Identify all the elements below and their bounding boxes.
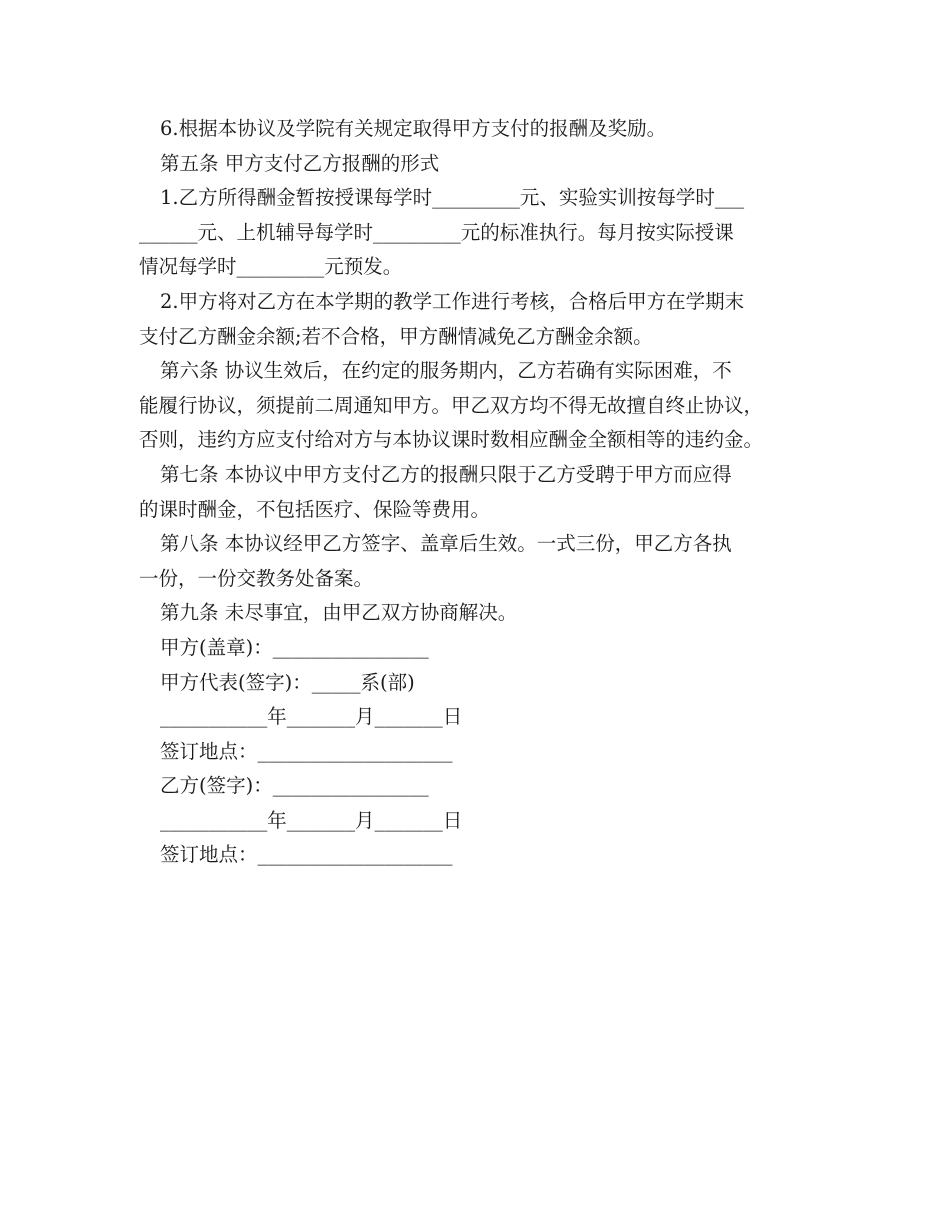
text-line: 情况每学时_________元预发。 [139,255,403,279]
signing-place-field: 签订地点：____________________ [160,843,453,867]
text-line: 第七条 本协议中甲方支付乙方的报酬只限于乙方受聘于甲方而应得 [160,462,732,486]
signing-place-field: 签订地点：____________________ [160,739,453,763]
text-line: 否则，违约方应支付给对方与本协议课时数相应酬金全额相等的违约金。 [139,428,764,452]
text-line: 第八条 本协议经甲乙方签字、盖章后生效。一式三份，甲乙方各执 [160,532,732,556]
text-line: 一份，一份交教务处备案。 [139,566,374,590]
text-line: 1.乙方所得酬金暂按授课每学时_________元、实验实训按每学时___ [160,186,745,210]
date-field: ___________年_______月_______日 [160,705,463,729]
text-line: 能履行协议，须提前二周通知甲方。甲乙双方均不得无故擅自终止协议， [139,393,764,417]
text-line: 6.根据本协议及学院有关规定取得甲方支付的报酬及奖励。 [160,117,667,140]
party-a-seal-field: 甲方(盖章)：________________ [160,635,429,659]
document-page [139,112,819,873]
date-field: ___________年_______月_______日 [160,808,463,832]
text-line: 2.甲方将对乙方在本学期的教学工作进行考核，合格后甲方在学期末 [160,289,745,313]
party-b-signature-field: 乙方(签字)：________________ [160,774,429,798]
text-line: ______元、上机辅导每学时_________元的标准执行。每月按实际授课 [139,220,734,244]
text-line: 第九条 未尽事宜，由甲乙双方协商解决。 [160,601,518,625]
text-line: 第六条 协议生效后，在约定的服务期内，乙方若确有实际困难，不 [160,359,732,383]
text-line: 的课时酬金，不包括医疗、保险等费用。 [139,497,491,521]
article-heading: 第五条 甲方支付乙方报酬的形式 [160,151,440,175]
text-line: 支付乙方酬金余额;若不合格，甲方酬情减免乙方酬金余额。 [139,324,653,348]
party-a-representative-field: 甲方代表(签字)：_____系(部) [160,670,415,694]
